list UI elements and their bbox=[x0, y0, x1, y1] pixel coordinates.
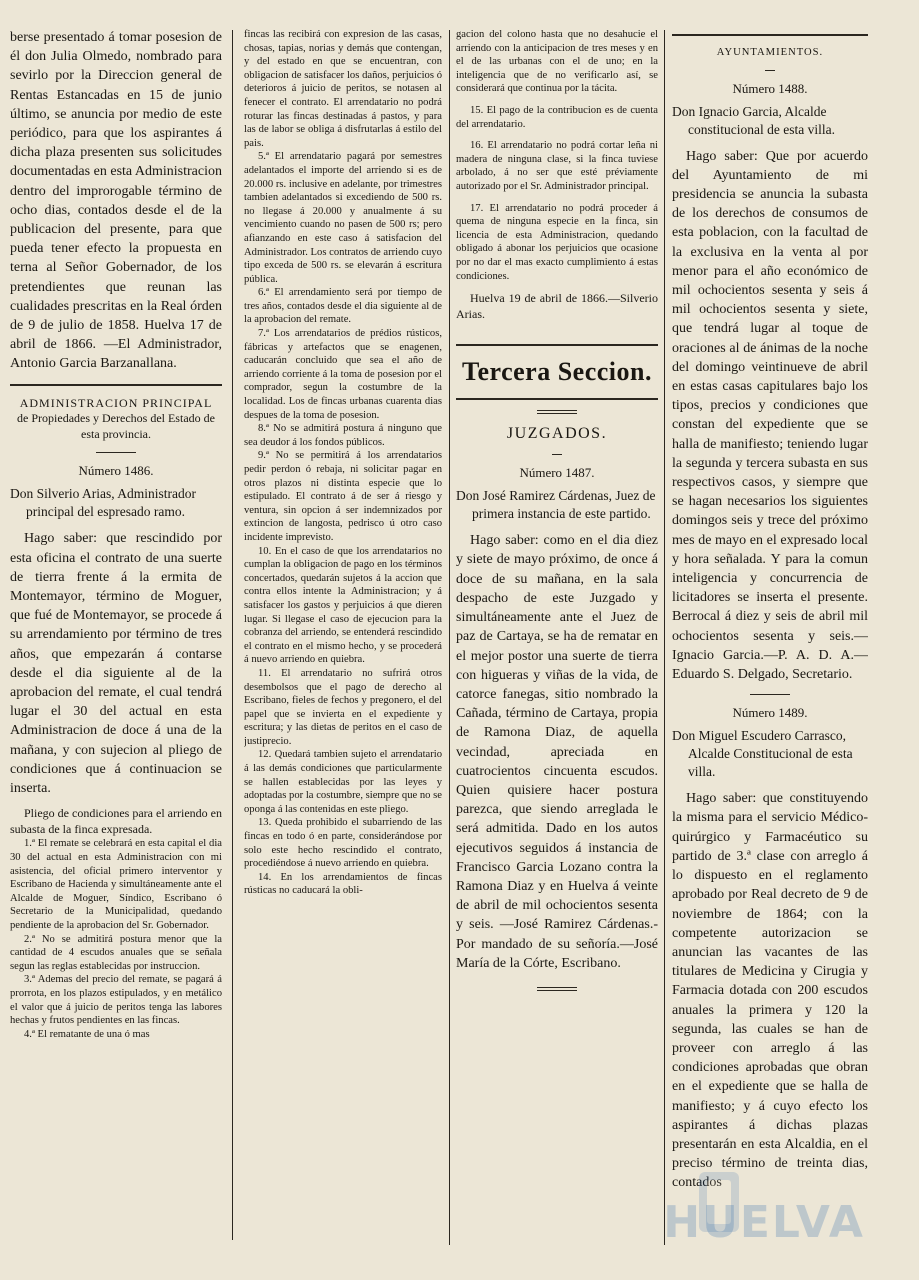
notice-heading: Don José Ramirez Cárdenas, Juez de primera instancia de este partido. bbox=[456, 488, 656, 522]
condition-item: 15. El pago de la contribucion es de cuenta del arrendatario. bbox=[456, 104, 658, 130]
condition-item: 2.ª No se admitirá postura menor que la cantidad de 4 escudos anuales que se señala segun las reglas establecidas por instruccion. bbox=[10, 933, 222, 972]
text-paragraph: berse presentado á tomar posesion de él don Julia Olmedo, nombrado para sevirlo por la Direccion general de Rentas Estancadas en 15 de junio último, se anuncia por medio de este periódico, para que los aspirantes á dicha plaza presenten sus solicitudes documentadas en esta Administracion dentro del improrogable término de ocho dias, contados desde el de la publicacion del presente, para que pueda tener efecto la propuesta en terna al Señor Gobernador, de los pretendientes que reunan las cualidades prescritas en la Real órden de 9 de julio de 1858. Huelva 17 de abril de 1866. —El Administrador, Antonio Garcia Barzanallana. bbox=[10, 30, 222, 372]
condition-item: 1.ª El remate se celebrará en esta capital el dia 30 del actual en esta Administracion con mi asistencia, del oficial primero interventor y Escribano de Hacienda y simultáneamente ante el Alcalde de Moguer, Síndico, Escribano ó Secretario de la Municipalidad, quedando pendiente de la aprobacion del Sr. Gobernador. bbox=[10, 838, 222, 932]
column-rule bbox=[449, 30, 450, 1245]
notice-body: Hago saber: que rescindido por esta oficina el contrato de una suerte de tierra frente á la ermita de Montemayor, término de Moguer, que fué de Montemayor, se procede á su arrendamiento por término de tres años, que empezarán á contarse desde el dia siguiente al de la aprobacion del remate, el cual tendrá lugar el 30 del actual en esta Administracion de doce á una de la mañana, y con sujecion al pliego de condiciones que á continuacion se inserta. bbox=[10, 531, 222, 797]
double-rule bbox=[537, 987, 577, 991]
short-rule bbox=[765, 70, 775, 71]
condition-item: 12. Quedará tambien sujeto el arrendatario á las demás condiciones que particularmente se hallen establecidas por las leyes y adoptadas por la costumbre, siempre que no se oponga á las contenidas en este pliego. bbox=[244, 749, 442, 815]
condition-item: 6.ª El arrendamiento será por tiempo de tres años, contados desde el dia siguiente al de la aprobacion del remate. bbox=[244, 287, 442, 326]
column-1 bbox=[10, 28, 222, 1041]
condition-item: fincas las recibirá con expresion de las casas, chosas, tapias, norias y demás que contengan, y del estado en que se encuentran, con obligacion de satisfacer los daños, perjuicios ó deterioros á juicio de peritos, se notasen al fenecer el contrato. El arrendatario no podrá roturar las fincas destinadas á pastos, y para las de labor se obliga á disfrutarlas á estilo del pais. bbox=[244, 29, 442, 149]
section-divider bbox=[456, 344, 658, 346]
short-rule bbox=[96, 452, 136, 453]
section-divider bbox=[10, 384, 222, 386]
section-heading: JUZGADOS. bbox=[506, 425, 608, 443]
condition-item: 17. El arrendatario no podrá proceder á quema de ninguna especie en la finca, sin licencia de esta Administracion, quedando obligado á abonar los perjuicios que ocasione por no dar el mas exacto cumplimiento á estas condiciones. bbox=[456, 202, 658, 282]
condition-item: 4.ª El rematante de una ó mas bbox=[24, 1028, 150, 1040]
condition-item: 9.ª No se permitirá á los arrendatarios pedir perdon ó rebaja, ni solicitar pagar en otros plazos ni distinta especie que lo estipulado. El contrato á de ser á riesgo y ventura, sin opcion á ser indemnizados por extincion de langosta, pedrisco ú otro caso incidente imprevisto. bbox=[244, 450, 442, 543]
condition-item: 11. El arrendatario no sufrirá otros desembolsos que el pago de derecho al Escribano, fieles de fechos y pregonero, el del papel que se invierta en el expediente y escritura; y las dietas de peritos en el caso de justiprecio. bbox=[244, 667, 442, 747]
notice-body: Hago saber: que constituyendo la misma para el servicio Médico-quirúrgico y Farmacéutico su partido de 3.ª clase con arreglo á lo dispuesto en el reglamento aprobado por Real decreto de 9 de noviembre de 1864; con la competente autorizacion se anuncian las vacantes de las titulares de Medicina y Cirugia y Farmacia dotada con 200 escudos anuales la primera y 120 la segunda, las cuales se han de proveer con arreglo á las condiciones aprobadas que obran en el expediente que se halla de manifiesto; y á cuyo efecto los aspirantes á dichas plazas presentarán en esta Alcaldia, en el preciso término de treinta dias, contados bbox=[672, 791, 868, 1191]
notice-number: Número 1489. bbox=[732, 705, 808, 721]
notice-body: Hago saber: como en el dia diez y siete de mayo próximo, de once á doce de su mañana, en la sala despacho de este Juzgado y simultáneamente ante el Juez de paz de Cartaya, se ha de rematar en el mejor postor una suerte de tierra con higueras y viñas de la vida, de catorce fanegas, sitio nombrado la Cañada, término de Cartaya, propia de Ramona Diaz, de aquella vecindad, apreciada en cuatrocientos cincuenta escudos. Quien quisiere hacer postura parezca, que siendo arreglada le será admitida. Dado en los autos ejecutivos seguidos á instancia de Francisco Garcia Lozano contra la Ramona Diaz y en Huelva á veinte de abril de mil ochocientos sesenta y seis. —José Ramirez Cárdenas.-Por mandado de su señoría.—José María de la Córte, Escribano. bbox=[456, 533, 658, 971]
condition-item: 14. En los arrendamientos de fincas rústicas no caducará la obli- bbox=[244, 871, 442, 897]
section-heading: AYUNTAMIENTOS. bbox=[716, 47, 824, 58]
office-title: ADMINISTRACION PRINCIPAL bbox=[19, 395, 213, 410]
office-subtitle: de Propiedades y Derechos del Estado de esta provincia. bbox=[17, 411, 215, 441]
column-3 bbox=[456, 28, 658, 1001]
condition-item: 5.ª El arrendatario pagará por semestres adelantados el importe del arriendo si es de 20.000 rs. inclusive en adelante, por trimestres tambien adelantados si excediendo de 500 rs. no llegase á 20.000 y anualmente á su vencimiento cuando no pasen de 500 rs; pero afianzando en este caso á satisfacion del Administrador. Los contratos de arriendo cuyo tipo exceda de 500 rs. se elevarán á escritura pública. bbox=[244, 151, 442, 285]
condition-item: 10. En el caso de que los arrendatarios no cumplan la obligacion de pago en los términos concertados, quedarán sujetos á la accion que contra ellos intente la Administracion; y á satisfacer los gastos y perjuicios á que dieren lugar. Si llegase el caso de ejecucion para la cobranza del arriendo, se entenderá rescindido el contrato en el mismo hecho, y se procederá á nuevo arriendo en quiebra. bbox=[244, 545, 442, 666]
condition-item: 13. Queda prohibido el subarriendo de las fincas en todo ó en parte, considerándose por solo este hecho rescindido el contrato, procediéndose á nuevo arriendo en quiebra. bbox=[244, 817, 442, 870]
double-rule bbox=[537, 410, 577, 414]
condition-item: 16. El arrendatario no podrá cortar leña ni madera de ninguna clase, si la finca tuviese arbolado, á no ser que esté préviamente autorizado por el Sr. Administrador principal. bbox=[456, 140, 658, 192]
archive-watermark: HUELVA bbox=[663, 1197, 865, 1248]
column-2 bbox=[244, 28, 442, 898]
condition-item: gacion del colono hasta que no desahucie el arriendo con la anticipacion de tres meses y en el de las urbanas con el de uno; en la inteligencia que de no verificarlo así, se considerará que continua por la tácita. bbox=[456, 29, 658, 95]
section-title: Tercera Seccion. bbox=[462, 357, 652, 387]
short-rule bbox=[750, 694, 790, 695]
column-rule bbox=[232, 30, 233, 1240]
notice-number: Número 1486. bbox=[78, 463, 154, 479]
short-rule bbox=[552, 454, 562, 455]
notice-heading: Don Ignacio Garcia, Alcalde constitucional de esta villa. bbox=[672, 103, 835, 137]
signature-line: Huelva 19 de abril de 1866.—Silverio Arias. bbox=[456, 291, 658, 321]
notice-number: Número 1488. bbox=[732, 80, 808, 96]
notice-number: Número 1487. bbox=[519, 465, 595, 481]
condition-item: 7.ª Los arrendatarios de prédios rústicos, fábricas y artefactos que se enagenen, caducarán concluido que sea el año de arriendo corriente á la toma de posesion por el comprador, segun la costumbre de la localidad. Los de fincas urbanas cuarenta dias despues de la toma de posesion. bbox=[244, 328, 442, 421]
section-divider bbox=[456, 398, 658, 400]
column-rule bbox=[664, 30, 665, 1245]
conditions-title: Pliego de condiciones para el arriendo en subasta de la finca expresada. bbox=[10, 806, 222, 836]
top-rule bbox=[672, 34, 868, 36]
notice-heading: Don Miguel Escudero Carrasco, Alcalde Constitucional de esta villa. bbox=[672, 728, 853, 780]
condition-item: 8.ª No se admitirá postura á ninguno que sea deudor á los fondos públicos. bbox=[244, 423, 442, 448]
column-4 bbox=[672, 28, 868, 1193]
notice-heading: Don Silverio Arias, Administrador principal del espresado ramo. bbox=[10, 486, 196, 520]
condition-item: 3.ª Ademas del precio del remate, se pagará á prorrota, en los plazos estipulados, y en metálico el valor que á juicio de peritos tenga las labores hechas y frutos pendientes en las fincas. bbox=[10, 974, 222, 1027]
notice-body: Hago saber: Que por acuerdo del Ayuntamiento de mi presidencia se anuncia la subasta de los derechos de consumos de esta poblacion, con la facultad de la exclusiva en la venta al por menor para el año económico de mil ochocientos sesenta y seis á mil ochocientos sesenta y siete, que tendrá lugar al toque de oraciones al de ánimas de la noche del domingo veintinueve de abril en estas casas capitulares bajo los tipos, precios y condiciones que constan del expediente que se halla de manifiesto; teniendo lugar la segunda y tercera subasta en sus respectivos casos, y siempre que se hagan necesarios los siguientes domingos seis y trece del próximo mes de mayo en el expresado local y hora señalada. Y para la comun inteligencia y concurrencia de licitadores se inserta el presente. Berrocal á diez y seis de abril mil ochocientos sesenta y seis.—Ignacio Garcia.—P. A. D. A.—Eduardo S. Delgado, Secretario. bbox=[672, 148, 868, 683]
